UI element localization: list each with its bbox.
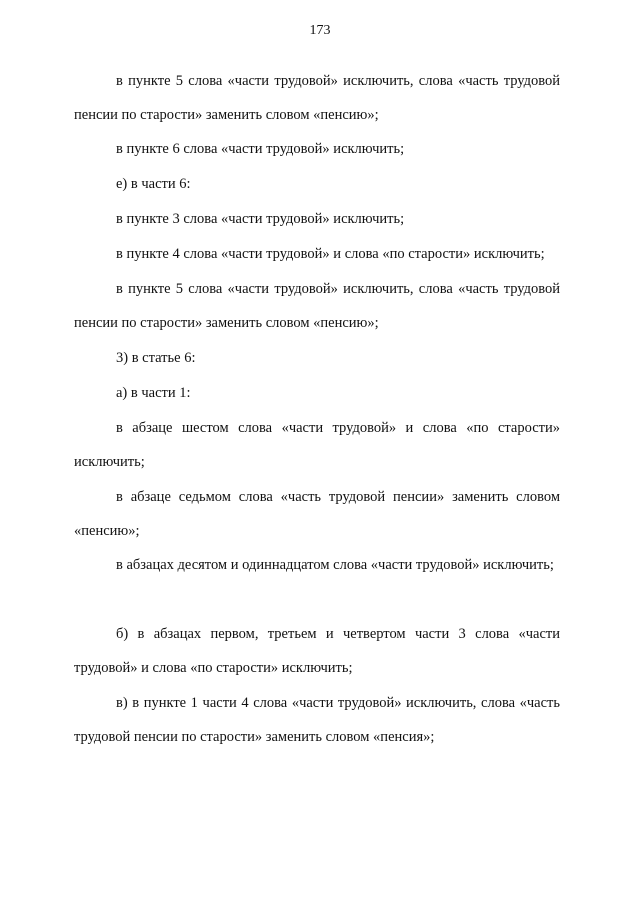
paragraph-3: е) в части 6: [116, 176, 191, 192]
paragraph-6: в пункте 5 слова «части трудовой» исключить, слова «часть трудовой пенсии по старости» заменить словом «пенсию»; [74, 281, 560, 331]
paragraph-5: в пункте 4 слова «части трудовой» и слова «по старости» исключить; [116, 246, 545, 262]
paragraph-4: в пункте 3 слова «части трудовой» исключить; [116, 211, 405, 227]
paragraph-1: в пункте 5 слова «части трудовой» исключить, слова «часть трудовой пенсии по старости» заменить словом «пенсию»; [74, 73, 560, 123]
paragraph-2: в пункте 6 слова «части трудовой» исключить; [116, 141, 405, 157]
paragraph-10: в абзаце седьмом слова «часть трудовой пенсии» заменить словом «пенсию»; [74, 489, 560, 539]
paragraph-12: б) в абзацах первом, третьем и четвертом части 3 слова «части трудовой» и слова «по старости» исключить; [74, 626, 560, 676]
paragraph-13: в) в пункте 1 части 4 слова «части трудовой» исключить, слова «часть трудовой пенсии по старости» заменить словом «пенсия»; [74, 695, 560, 745]
page-number: 173 [309, 23, 331, 38]
paragraph-7: 3) в статье 6: [116, 350, 196, 366]
paragraph-9: в абзаце шестом слова «части трудовой» и слова «по старости» исключить; [74, 420, 560, 470]
paragraph-11: в абзацах десятом и одиннадцатом слова «части трудовой» исключить; [116, 557, 554, 573]
paragraph-8: а) в части 1: [116, 385, 191, 401]
